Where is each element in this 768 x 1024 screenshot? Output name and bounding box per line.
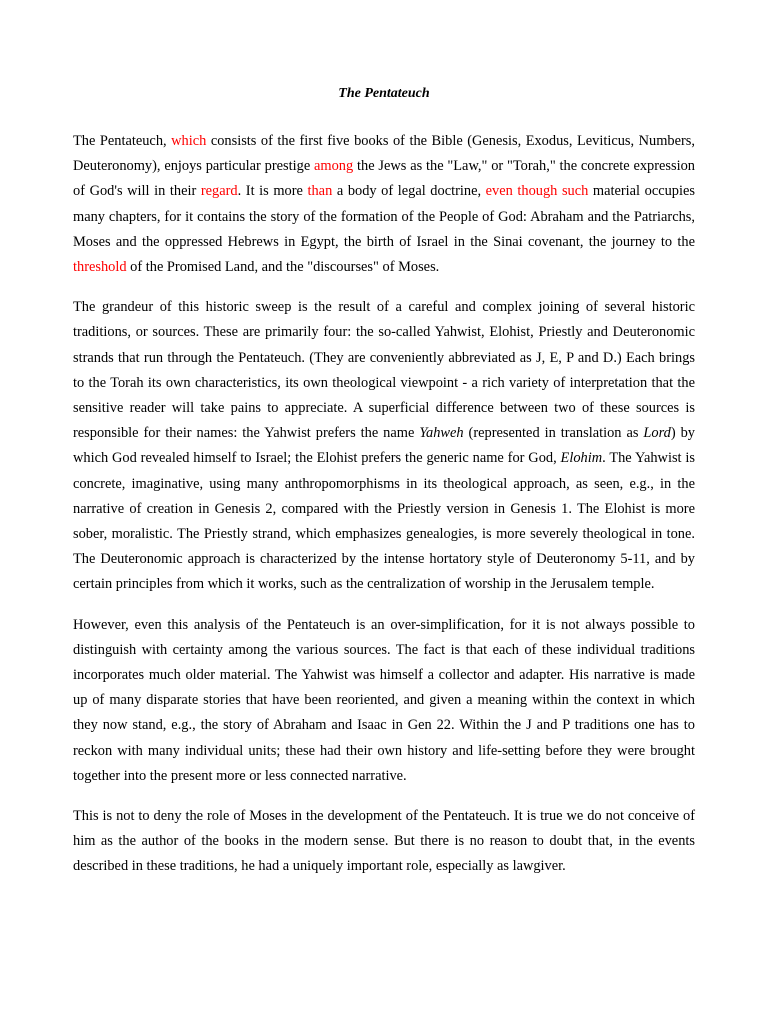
- text-run: The Pentateuch,: [73, 133, 172, 149]
- text-run: ) by which God revealed himself to Israel; the Elohist prefers the generic name for God,: [73, 425, 695, 467]
- document-title: The Pentateuch: [338, 86, 430, 101]
- text-run: . The Yahwist is concrete, imaginative, using many anthropomorphisms in its theological approach, as seen, e.g., in the narrative of creation in Genesis 2, compared with the Priestly version in Genesis 1. The Elohist is more sober, moralistic. The Priestly strand, which emphasizes genealogies, is more severely theological in tone. The Deuteronomic approach is characterized by the intense hortatory style of Deuteronomy 5-11, and by certain principles from which it works, such as the centralization of worship in the Jerusalem temple.: [73, 450, 695, 593]
- italic-text: Elohim: [560, 450, 603, 467]
- text-run: (represented in translation as: [463, 425, 644, 442]
- document-body: [73, 129, 695, 880]
- text-run: consists of the first five books of the Bible (Genesis, Exodus, Leviticus, Numbers, Deuteronomy), enjoys particular prestige: [73, 133, 695, 175]
- highlighted-word: even though such: [485, 183, 589, 200]
- paragraph: [73, 295, 695, 597]
- highlighted-word: than: [307, 183, 333, 200]
- highlighted-word: which: [171, 133, 207, 149]
- text-run: This is not to deny the role of Moses in the development of the Pentateuch. It is true we do not conceive of him as the author of the books in the modern sense. But there is no reason to doubt that, in the events described in these traditions, he had a uniquely important role, especially as lawgiver.: [73, 808, 695, 875]
- text-run: the Jews as the "Law," or "Torah," the concrete expression of God's will in their: [73, 158, 695, 200]
- paragraph: [73, 613, 695, 789]
- highlighted-word: among: [314, 158, 354, 175]
- italic-text: Lord: [643, 425, 671, 442]
- text-run: of the Promised Land, and the "discourses" of Moses.: [126, 259, 440, 276]
- paragraph: [73, 804, 695, 880]
- text-run: a body of legal doctrine,: [332, 183, 486, 200]
- highlighted-word: threshold: [73, 259, 127, 276]
- paragraph: [73, 129, 695, 280]
- text-run: material occupies many chapters, for it contains the story of the formation of the People of God: Abraham and the Patriarchs, Moses and the oppressed Hebrews in Egypt, the birth of Israel in the Sinai covenant, the journey to the: [73, 183, 695, 250]
- text-run: . It is more: [237, 183, 308, 200]
- text-run: However, even this analysis of the Pentateuch is an over-simplification, for it is not always possible to distinguish with certainty among the various sources. The fact is that each of these individual traditions incorporates much older material. The Yahwist was himself a collector and adapter. His narrative is made up of many disparate stories that have been reoriented, and given a meaning within the context in which they now stand, e.g., the story of Abraham and Isaac in Gen 22. Within the J and P traditions one has to reckon with many individual units; these had their own history and life-setting before they were brought together into the present more or less connected narrative.: [73, 616, 695, 784]
- text-run: The grandeur of this historic sweep is the result of a careful and complex joining of several historic traditions, or sources. These are primarily four: the so-called Yahwist, Elohist, Priestly and Deuteronomic strands that run through the Pentateuch. (They are conveniently abbreviated as J, E, P and D.) Each brings to the Torah its own characteristics, its own theological viewpoint - a rich variety of interpretation that the sensitive reader will take pains to appreciate. A superficial difference between two of these sources is responsible for their names: the Yahwist prefers the name: [73, 299, 695, 442]
- highlighted-word: regard: [200, 183, 238, 200]
- italic-text: Yahweh: [419, 425, 464, 442]
